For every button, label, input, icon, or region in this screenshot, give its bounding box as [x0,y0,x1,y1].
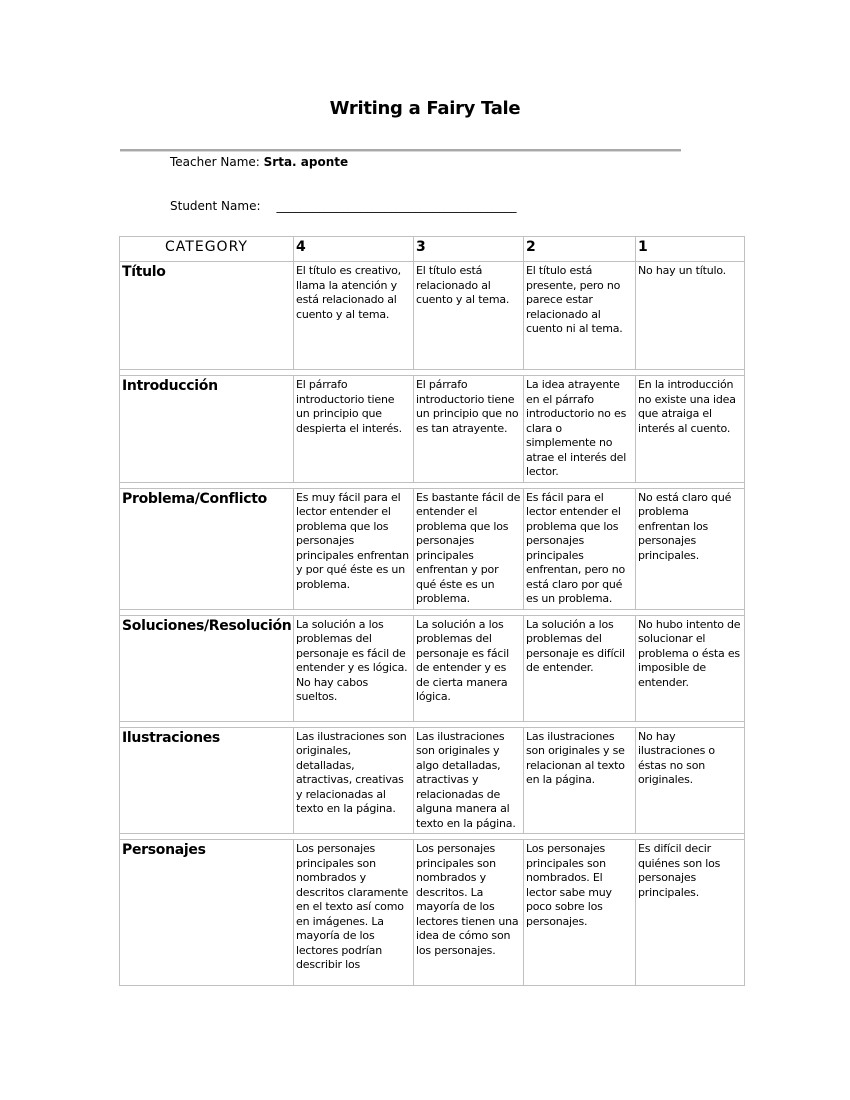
criteria-cell: Las ilustraciones son originales y se relacionan al texto en la página. [524,728,636,835]
criteria-cell: Es muy fácil para el lector entender el problema que los personajes principales enfrentan y por qué éste es un problema. [294,489,414,610]
header-row [120,237,745,262]
criteria-cell: La idea atrayente en el párrafo introductorio no es clara o simplemente no atrae el interés del lector. [524,376,636,483]
category-cell: Soluciones/Resolución [120,616,294,722]
header-score-2: 2 [524,237,636,262]
student-name-blank: ________________________________________ [276,199,517,213]
category-cell: Problema/Conflicto [120,489,294,610]
criteria-cell: Las ilustraciones son originales y algo detalladas, atractivas y relacionadas de alguna manera al texto en la página. [414,728,524,835]
teacher-value: Srta. aponte [263,155,349,169]
category-cell: Ilustraciones [120,728,294,835]
criteria-cell: La solución a los problemas del personaje es fácil de entender y es lógica. No hay cabos sueltos. [294,616,414,722]
criteria-cell: El título es creativo, llama la atención y está relacionado al cuento y al tema. [294,262,414,370]
table-row [120,616,745,722]
criteria-cell: La solución a los problemas del personaje es fácil de entender y es de cierta manera lógica. [414,616,524,722]
header-score-4: 4 [294,237,414,262]
table-row [120,840,745,986]
criteria-cell: En la introducción no existe una idea que atraiga el interés al cuento. [636,376,745,483]
criteria-cell: El párrafo introductorio tiene un principio que despierta el interés. [294,376,414,483]
criteria-cell: No hay un título. [636,262,745,370]
student-name-line [170,199,517,213]
header-score-1: 1 [636,237,745,262]
title-divider [120,149,681,152]
table-row [120,489,745,610]
category-cell: Personajes [120,840,294,986]
table-row [120,262,745,370]
page-title: Writing a Fairy Tale [329,98,521,119]
teacher-name-line [170,155,348,169]
student-label: Student Name: [170,199,261,213]
header-category: CATEGORY [120,237,294,262]
criteria-cell: Las ilustraciones son originales, detalladas, atractivas, creativas y relacionadas al texto en la página. [294,728,414,835]
criteria-cell: Es difícil decir quiénes son los personajes principales. [636,840,745,986]
criteria-cell: No está claro qué problema enfrentan los personajes principales. [636,489,745,610]
criteria-cell: El título está relacionado al cuento y al tema. [414,262,524,370]
teacher-label: Teacher Name: [170,155,260,169]
category-cell: Título [120,262,294,370]
table-row [120,376,745,483]
header-score-3: 3 [414,237,524,262]
criteria-cell: La solución a los problemas del personaje es difícil de entender. [524,616,636,722]
criteria-cell: No hay ilustraciones o éstas no son originales. [636,728,745,835]
criteria-cell: Es bastante fácil de entender el problema que los personajes principales enfrentan y por qué éste es un problema. [414,489,524,610]
table-row [120,728,745,835]
criteria-cell: Los personajes principales son nombrados y descritos. La mayoría de los lectores tienen una idea de cómo son los personajes. [414,840,524,986]
criteria-cell: El título está presente, pero no parece estar relacionado al cuento ni al tema. [524,262,636,370]
criteria-cell: Es fácil para el lector entender el problema que los personajes principales enfrentan, pero no está claro por qué es un problema. [524,489,636,610]
criteria-cell: Los personajes principales son nombrados. El lector sabe muy poco sobre los personajes. [524,840,636,986]
criteria-cell: El párrafo introductorio tiene un principio que no es tan atrayente. [414,376,524,483]
rubric-table [119,236,745,986]
criteria-cell: No hubo intento de solucionar el problema o ésta es imposible de entender. [636,616,745,722]
criteria-cell: Los personajes principales son nombrados y descritos claramente en el texto así como en imágenes. La mayoría de los lectores podrían describir los [294,840,414,986]
category-cell: Introducción [120,376,294,483]
